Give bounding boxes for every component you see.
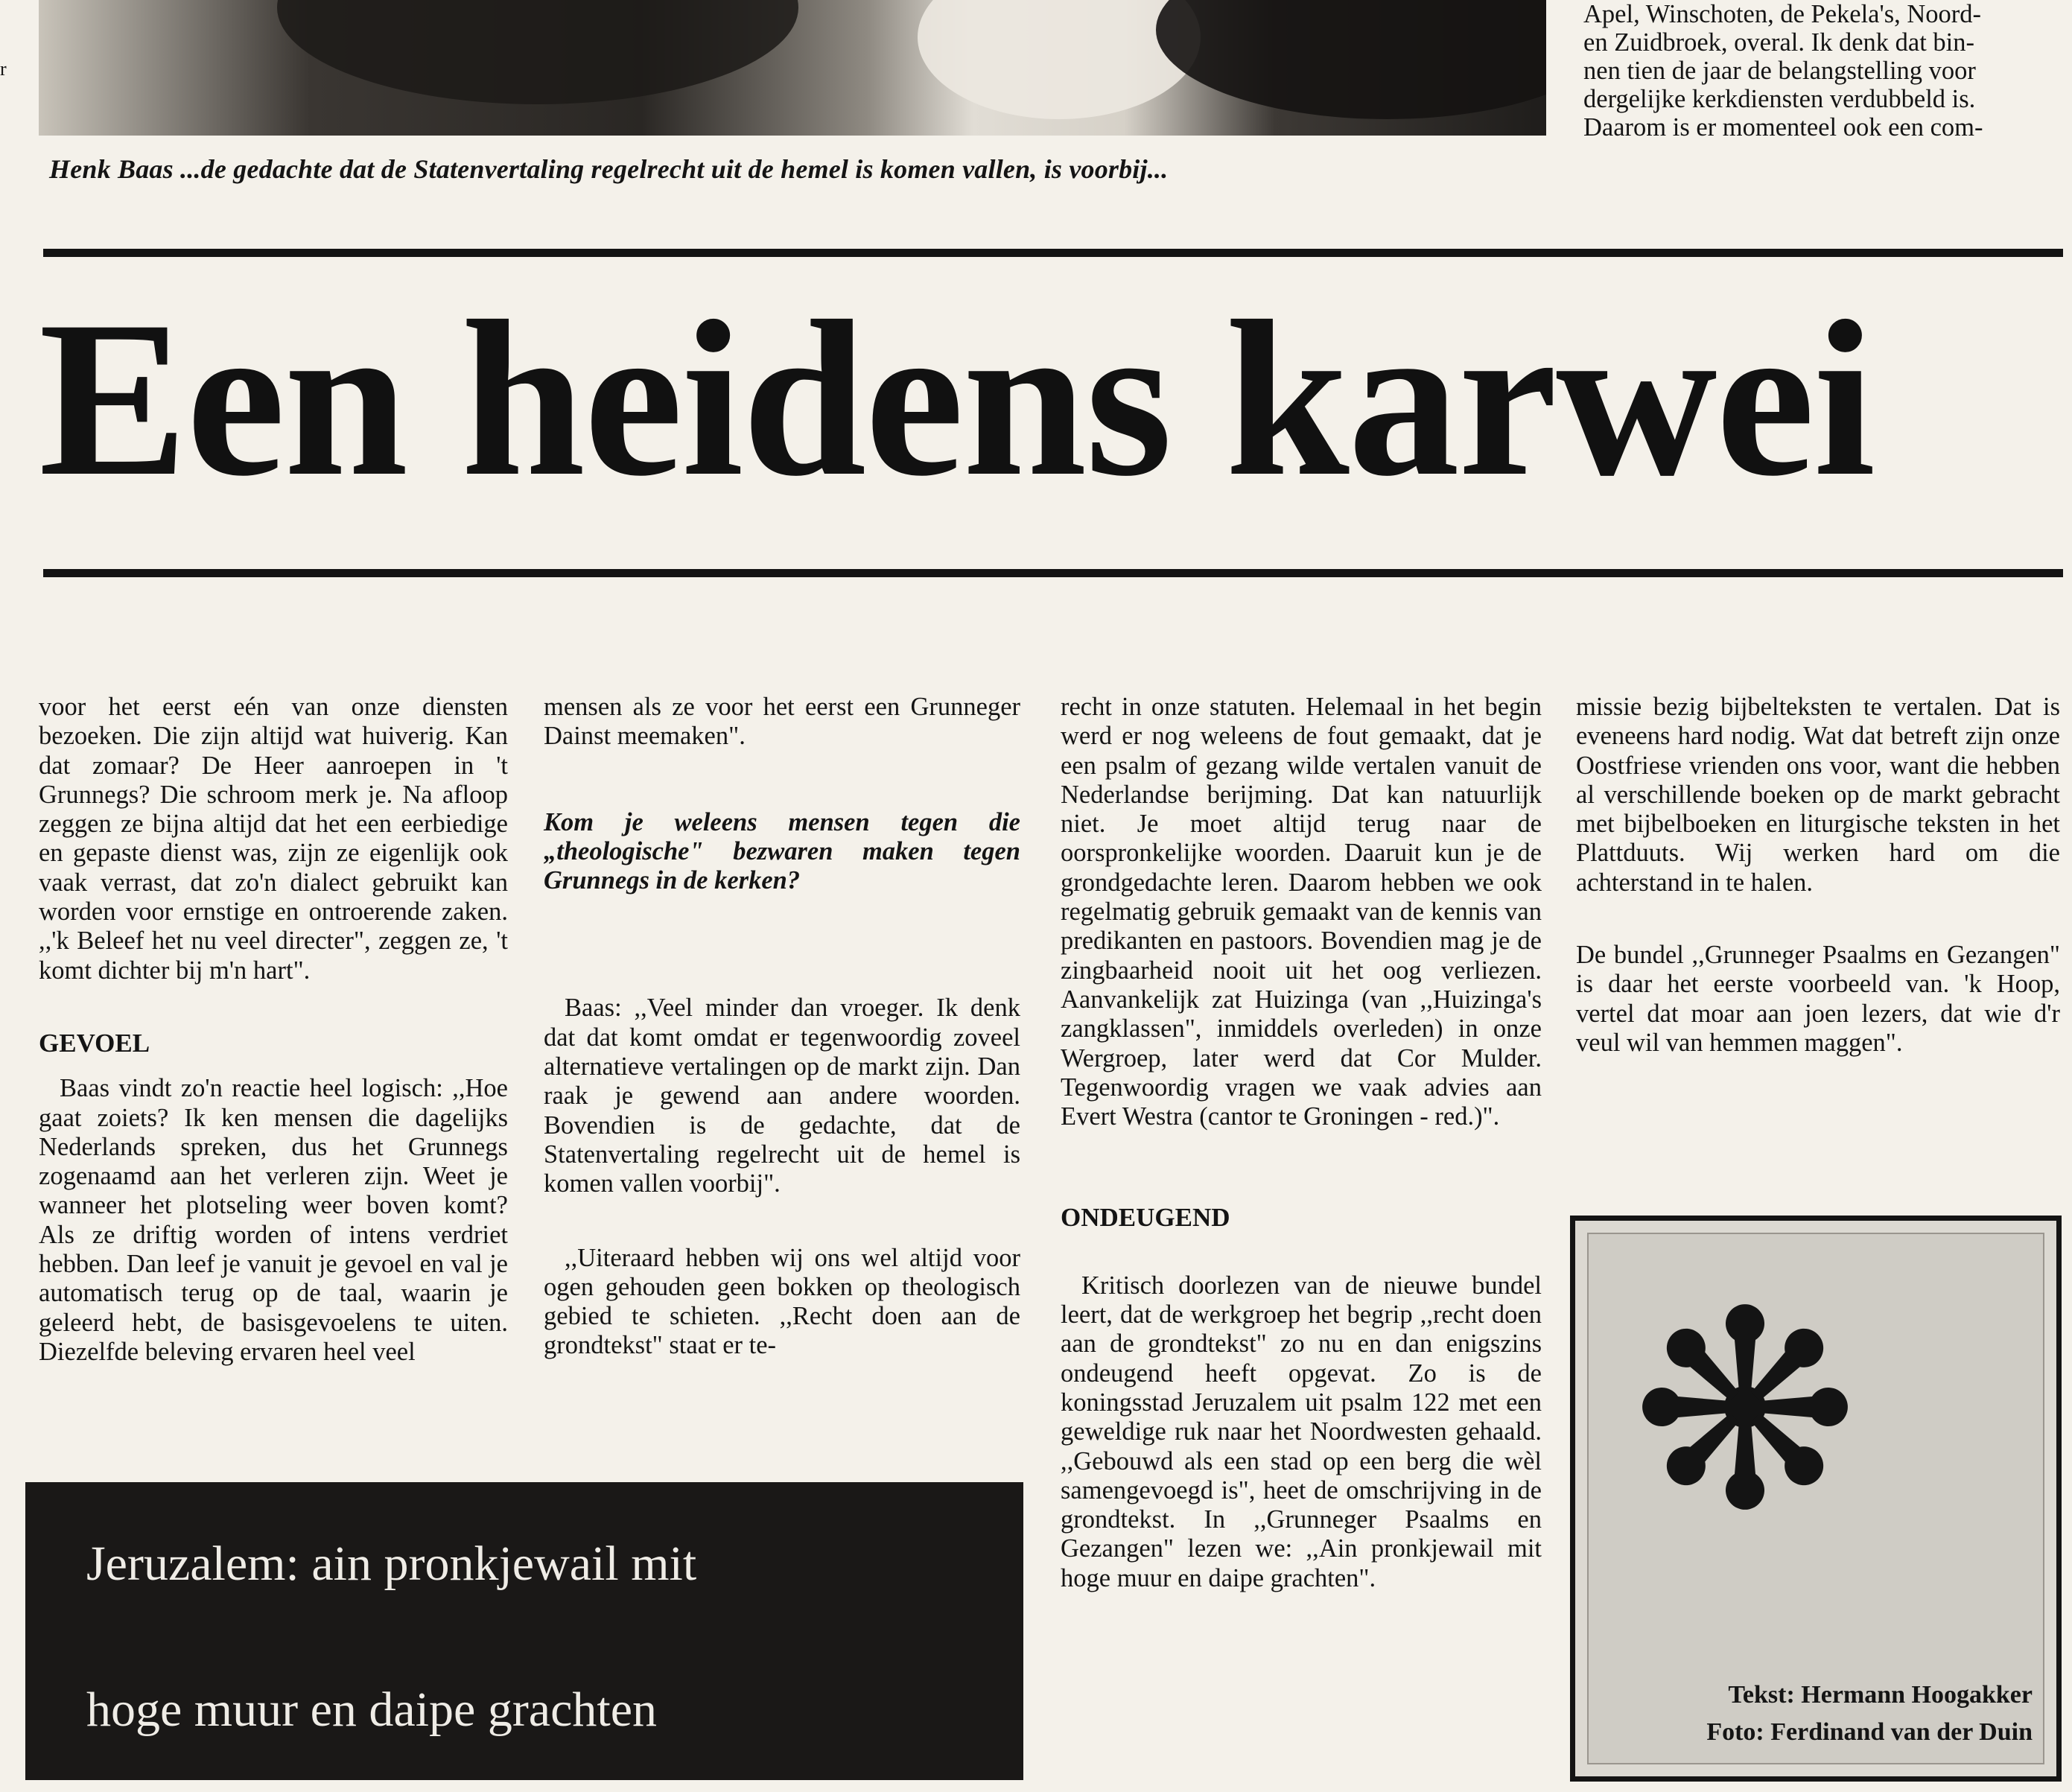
paragraph: voor het eerst eén van onze diensten bezoeken. Die zijn altijd wat huiverig. Kan dat zomaar? De Heer aanroepen in 't Grunnegs? Die schroom merk je. Na afloop zeggen ze bijna altijd dat het een eerbiedige en gepaste dienst was, zijn ze eigenlijk ook vaak verrast, dat zo'n dialect gebruikt kan worden voor ernstige en ontroerende zaken. ,,'k Beleef het nu veel directer", zeggen ze, 't komt dichter bij m'n hart". [39, 693, 508, 985]
subheading-gevoel: GEVOEL [39, 1028, 150, 1058]
paragraph: mensen als ze voor het eerst een Grunneger Dainst meemaken". [544, 693, 1020, 751]
photo-shadow [277, 0, 798, 104]
article-photo [39, 0, 1546, 136]
column-1 [39, 693, 508, 1367]
fragment-line: dergelijke kerkdiensten verdubbeld is. [1583, 85, 1976, 113]
top-rule [43, 249, 2063, 257]
fragment-line: nen tien de jaar de belangstelling voor [1583, 57, 1976, 85]
paragraph: Kritisch doorlezen van de nieuwe bundel leert, dat de werkgroep het begrip ,,recht doen aan de grondtekst" zo nu en dan enigszins ondeugend heeft opgevat. Zo is de koningsstad Jeruzalem uit psalm 122 met een geweldige ruk naar het Noordwesten gehaald. ,,Gebouwd als een stad op een berg die wèl samengevoegd is", heet de omschrijving in de grondtekst. In ,,Grunneger Psaalms en Gezangen" lezen we: ,,Ain pronkjewail mit hoge muur en daipe grachten". [1061, 1271, 1542, 1592]
photo-caption: Henk Baas ...de gedachte dat de Statenvertaling regelrecht uit de hemel is komen vallen, is voorbij... [49, 154, 1169, 184]
column-2 [544, 693, 1020, 1361]
credits-box [1570, 1216, 2062, 1782]
pull-quote-line: Jeruzalem: ain pronkjewail mit [86, 1537, 697, 1591]
photo-shadow [1156, 0, 1546, 119]
fragment-line: Daarom is er momenteel ook een com- [1583, 113, 1983, 142]
pull-quote-box [25, 1482, 1023, 1780]
paragraph: Baas vindt zo'n reactie heel logisch: ,,Hoe gaat zoiets? Ik ken mensen die dagelijks Nederlands spreken, dus het Grunnegs zogenaamd aan het verleren zijn. Weet je wanneer het plotseling weer boven komt? Als ze driftig worden of intens verdriet hebben. Dan leef je vanuit je gevoel en val je automatisch terug op de taal, waarin je geleerd hebt, de basisgevoelens te uiten. Diezelfde beleving ervaren heel veel [39, 1074, 508, 1366]
paragraph: missie bezig bijbelteksten te vertalen. Dat is eveneens hard nodig. Wat dat betreft zijn onze Oostfriese vrienden ons voor, want die hebben al verschillende boeken op de markt gebracht met bijbelboeken en liturgische teksten in het Plattduuts. Wij werken hard om die achterstand in te halen. [1576, 693, 2060, 897]
paragraph: ,,Uiteraard hebben wij ons wel altijd voor ogen gehouden geen bokken op theologisch gebied te schieten. ,,Recht doen aan de grondtekst" staat er te- [544, 1243, 1020, 1360]
paragraph: Baas: ,,Veel minder dan vroeger. Ik denk dat dat komt omdat er tegenwoordig zoveel alternatieve vertalingen op de markt zijn. Dan raak je gewend aan andere woorden. Bovendien is de gedachte, dat de Statenvertaling regelrecht uit de hemel is komen vallen voorbij". [544, 994, 1020, 1198]
subheading-ondeugend: ONDEUGEND [1061, 1203, 1230, 1233]
interview-question: Kom je weleens mensen tegen die „theologische" bezwaren maken tegen Grunnegs in de kerken? [544, 807, 1020, 895]
edge-mark: r [0, 58, 7, 80]
bottom-rule [43, 569, 2063, 577]
top-right-fragment [1583, 0, 2060, 142]
fragment-line: Apel, Winschoten, de Pekela's, Noord- [1583, 0, 1982, 28]
photo-credit: Foto: Ferdinand van der Duin [1706, 1718, 2033, 1746]
pull-quote-line: hoge muur en daipe grachten [86, 1683, 658, 1737]
credits-panel [1587, 1233, 2044, 1764]
paragraph: De bundel ,,Grunneger Psaalms en Gezangen" is daar het eerste voorbeeld van. 'k Hoop, vertel dat moar aan joen lezers, dat wie d'r veul wil van hemmen maggen". [1576, 941, 2060, 1057]
fragment-line: en Zuidbroek, overal. Ik denk dat bin- [1583, 28, 1974, 57]
column-4 [1576, 693, 2060, 1058]
asterisk-flower-icon [1633, 1295, 1857, 1519]
column-3 [1061, 693, 1542, 1593]
text-credit: Tekst: Hermann Hoogakker [1728, 1681, 2033, 1709]
headline: Een heidens karwei [39, 275, 1875, 522]
paragraph: recht in onze statuten. Helemaal in het begin werd er nog weleens de fout gemaakt, dat je een psalm of gezang wilde vertalen vanuit de Nederlandse berijming. Dat kan natuurlijk niet. Je moet altijd terug naar de oorspronkelijke woorden. Daaruit kun je de grondgedachte leren. Daarom hebben we ook regelmatig gebruik gemaakt van de kennis van predikanten en pastoors. Bovendien mag je de zingbaarheid nooit uit het oog verliezen. Aanvankelijk zat Huizinga (van ,,Huizinga's zangklassen", inmiddels overleden) in onze Wergroep, later werd dat Cor Mulder. Tegenwoordig vragen we vaak advies aan Evert Westra (cantor te Groningen - red.)". [1061, 693, 1542, 1131]
